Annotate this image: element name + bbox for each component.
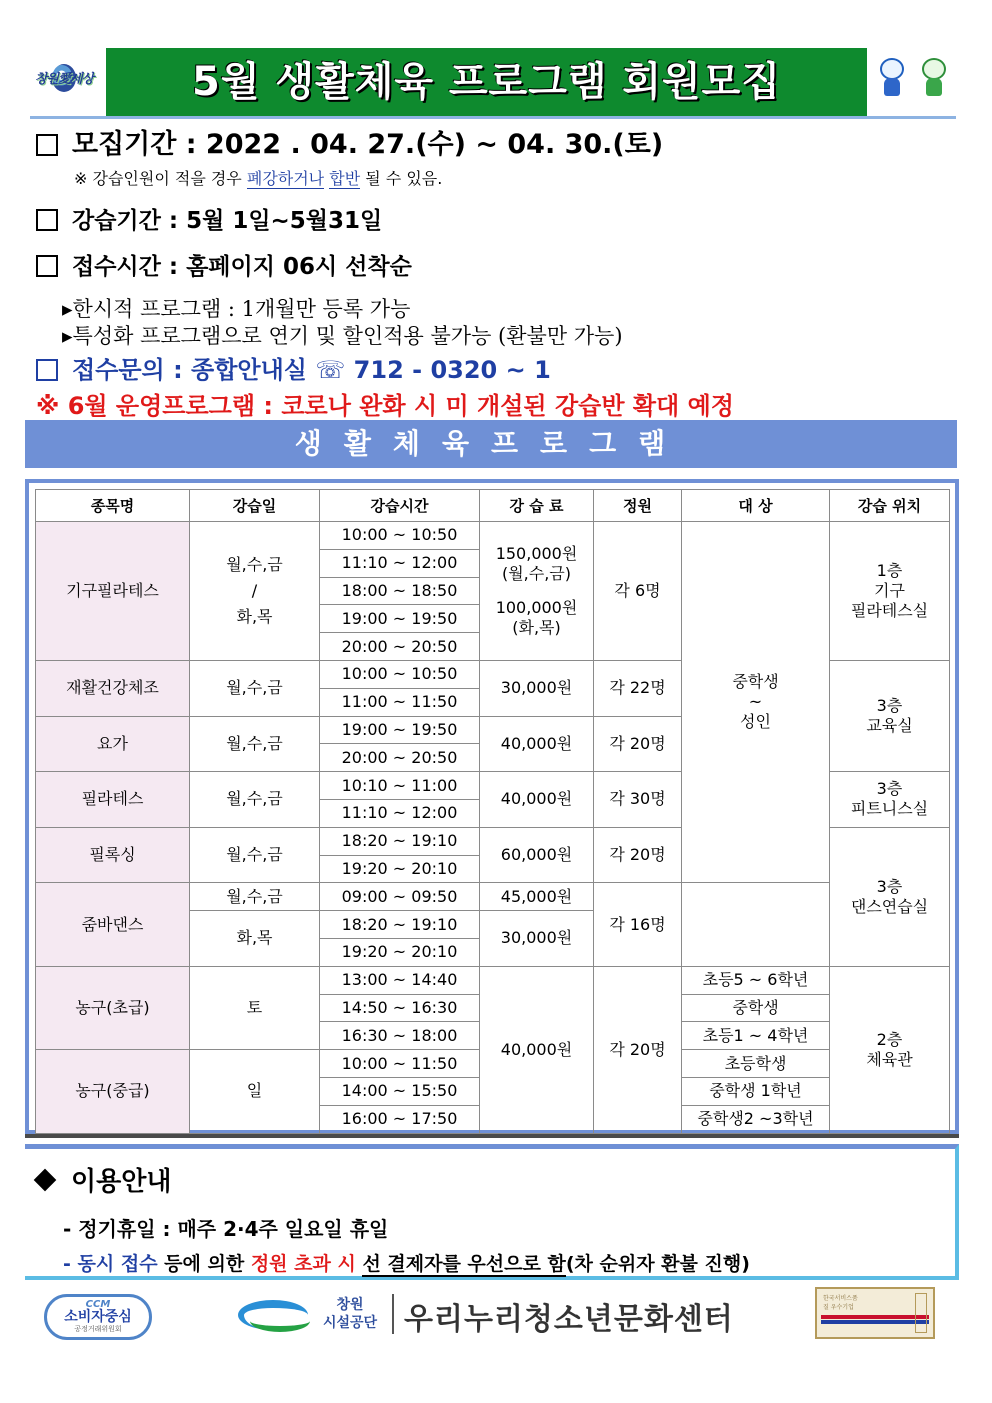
table-row: [36, 883, 950, 911]
program-fee: 45,000원: [480, 883, 594, 911]
target-line-1: 중학생: [732, 672, 779, 692]
program-name: 요가: [36, 716, 190, 772]
program-time: 20:00 ~ 20:50: [320, 633, 480, 661]
days-b: 화,목: [236, 606, 273, 626]
program-time: 11:10 ~ 12:00: [320, 799, 480, 827]
header-divider: [30, 116, 956, 119]
city-logo-text: 창원愛세상: [34, 72, 94, 87]
header-cell: 강습시간: [320, 490, 480, 522]
days-a: 월,수,금: [226, 554, 283, 574]
days-separator: /: [251, 580, 258, 600]
location-floor: 3층: [876, 696, 903, 716]
program-target: 중학생: [682, 994, 830, 1022]
header-cell: 강습 위치: [830, 490, 950, 522]
program-capacity: 각 22명: [594, 660, 682, 716]
program-days: 월,수,금: [190, 772, 320, 828]
program-time: 19:00 ~ 19:50: [320, 716, 480, 744]
program-capacity: 각 16명: [594, 883, 682, 966]
program-capacity: 각 20명: [594, 827, 682, 883]
note-prefix: ※ 강습인원이 적을 경우: [74, 169, 247, 188]
program-time: 19:00 ~ 19:50: [320, 605, 480, 633]
location-name: 댄스연습실: [850, 896, 929, 916]
program-days: 화,목: [190, 911, 320, 967]
program-fee: 40,000원: [480, 772, 594, 828]
program-name: 필록싱: [36, 827, 190, 883]
ccm-logo: [44, 1294, 152, 1340]
checkbox-icon: [36, 359, 58, 381]
org-name: [318, 1296, 382, 1332]
program-time: 11:10 ~ 12:00: [320, 549, 480, 577]
program-location: [830, 966, 950, 1133]
guide-priority: [63, 1249, 750, 1276]
program-days: 일: [190, 1050, 320, 1133]
program-time: 19:20 ~ 20:10: [320, 855, 480, 883]
bullet-temporary-program: ▸한시적 프로그램 : 1개월만 등록 가능: [62, 297, 411, 321]
changwon-facilities-logo-icon: [238, 1296, 318, 1336]
cert-stamp-icon: [915, 1293, 927, 1333]
note-suffix: 될 수 있음.: [360, 169, 443, 188]
program-time: 18:00 ~ 18:50: [320, 577, 480, 605]
program-table: [35, 489, 950, 1134]
program-target: 중학생2 ~3학년: [682, 1105, 830, 1133]
program-name: 농구(초급): [36, 966, 190, 1049]
program-capacity: 각 20명: [594, 966, 682, 1133]
program-time: 11:00 ~ 11:50: [320, 688, 480, 716]
cert-text: 한국서비스품질 우수기업: [823, 1295, 858, 1311]
ccm-mark: CCM: [85, 1299, 111, 1310]
location-floor: 3층: [876, 779, 903, 799]
program-time: 10:10 ~ 11:00: [320, 772, 480, 800]
table-header-row: [36, 490, 950, 522]
guide-simultaneous: 동시 접수: [77, 1253, 158, 1275]
header-cell: 강습일: [190, 490, 320, 522]
program-name: 줌바댄스: [36, 883, 190, 966]
program-time: 14:00 ~ 15:50: [320, 1077, 480, 1105]
program-days: 월,수,금: [190, 827, 320, 883]
note-cancel: 폐강하거나: [246, 169, 325, 188]
fee-b: 100,000원: [495, 597, 578, 617]
program-time: 16:00 ~ 17:50: [320, 1105, 480, 1133]
program-time: 10:00 ~ 10:50: [320, 522, 480, 550]
reception-time: [36, 248, 412, 281]
lesson-period-text: 강습기간 : 5월 1일~5월31일: [72, 208, 383, 234]
location-floor: 2층: [876, 1029, 903, 1049]
guide-mid: 등에 의한: [157, 1253, 251, 1275]
guide-over-capacity: 정원 초과 시: [250, 1253, 356, 1275]
reception-time-text: 접수시간 : 홈페이지 06시 선착순: [72, 254, 412, 280]
program-time: 16:30 ~ 18:00: [320, 1022, 480, 1050]
fee-a: 150,000원: [495, 543, 578, 563]
page-title: 5월 생활체육 프로그램 회원모집: [106, 48, 867, 116]
program-time: 18:20 ~ 19:10: [320, 911, 480, 939]
section-banner: 생활체육프로그램: [25, 420, 957, 468]
header-cell: 정원: [594, 490, 682, 522]
program-time: 09:00 ~ 09:50: [320, 883, 480, 911]
program-days: 토: [190, 966, 320, 1049]
guide-title-text: 이용안내: [71, 1167, 172, 1197]
program-fee: 30,000원: [480, 660, 594, 716]
program-capacity: 각 6명: [594, 522, 682, 661]
program-time: 10:00 ~ 11:50: [320, 1050, 480, 1078]
program-days: 월,수,금: [190, 660, 320, 716]
mascot-characters: [873, 54, 957, 104]
cancellation-note: [74, 166, 442, 189]
guide-holiday: - 정기휴일 : 매주 2·4주 일요일 휴일: [63, 1217, 389, 1241]
table-row: [36, 522, 950, 550]
program-target: 중학생 1학년: [682, 1077, 830, 1105]
mascot-green-icon: [917, 58, 951, 100]
program-fee: [480, 522, 594, 661]
program-time: 19:20 ~ 20:10: [320, 938, 480, 966]
inquiry-text: 접수문의 : 종합안내실 ☏ 712 - 0320 ~ 1: [72, 356, 551, 384]
target-line-2: ~: [748, 692, 763, 712]
checkbox-icon: [36, 255, 58, 277]
program-time: 20:00 ~ 20:50: [320, 744, 480, 772]
location-name: 교육실: [866, 716, 913, 736]
location-name: 필라테스실: [850, 600, 929, 620]
footer-divider: [392, 1294, 394, 1334]
bullet-special-program: ▸특성화 프로그램으로 연기 및 할인적용 불가능 (환불만 가능): [62, 324, 623, 348]
header-cell: 종목명: [36, 490, 190, 522]
center-name: 우리누리청소년문화센터: [404, 1302, 734, 1337]
program-table-frame: [25, 479, 959, 1134]
fee-a-days: (월,수,금): [501, 563, 572, 583]
header: [0, 40, 992, 124]
program-target: 초등1 ~ 4학년: [682, 1022, 830, 1050]
program-fee: 40,000원: [480, 716, 594, 772]
program-fee: 40,000원: [480, 966, 594, 1133]
program-capacity: 각 30명: [594, 772, 682, 828]
location-name: 기구: [874, 580, 905, 600]
diamond-bullet-icon: [34, 1169, 57, 1192]
recruit-period-text: 모집기간 : 2022 . 04. 27.(수) ~ 04. 30.(토): [72, 129, 664, 160]
fee-b-days: (화,목): [512, 617, 561, 637]
program-target: 초등학생: [682, 1050, 830, 1078]
header-cell: 대 상: [682, 490, 830, 522]
program-name: 필라테스: [36, 772, 190, 828]
header-cell: 강 습 료: [480, 490, 594, 522]
ccm-name: 소비자중심: [64, 1309, 132, 1325]
checkbox-icon: [36, 209, 58, 231]
table-row: [36, 966, 950, 994]
location-name: 피트니스실: [850, 799, 929, 819]
guide-refund: (차 순위자 환불 진행): [565, 1253, 750, 1275]
program-time: 18:20 ~ 19:10: [320, 827, 480, 855]
program-target: [682, 522, 830, 883]
program-fee: 30,000원: [480, 911, 594, 967]
target-line-3: 성인: [740, 712, 771, 732]
program-location: [830, 772, 950, 828]
org-name-line-1: 창원: [336, 1297, 364, 1313]
ccm-sub: 공정거래위원회: [74, 1325, 122, 1333]
program-days: 월,수,금: [190, 883, 320, 911]
program-days: [190, 522, 320, 661]
lesson-period: [36, 202, 382, 235]
program-days: 월,수,금: [190, 716, 320, 772]
program-time: 13:00 ~ 14:40: [320, 966, 480, 994]
program-name: 기구필라테스: [36, 522, 190, 661]
program-name: 재활건강체조: [36, 660, 190, 716]
note-merge: 합반: [329, 169, 361, 188]
mascot-blue-icon: [875, 58, 909, 100]
inquiry-line: [36, 350, 551, 385]
checkbox-icon: [36, 134, 58, 156]
changwon-city-logo: [30, 54, 98, 104]
location-name: 체육관: [866, 1049, 913, 1069]
program-time: 10:00 ~ 10:50: [320, 660, 480, 688]
guide-title: [37, 1161, 171, 1198]
program-location: [830, 827, 950, 966]
location-floor: 1층: [876, 560, 903, 580]
program-name: 농구(중급): [36, 1050, 190, 1133]
service-quality-certificate: [815, 1287, 935, 1339]
program-fee: 60,000원: [480, 827, 594, 883]
june-notice: ※ 6월 운영프로그램 : 코로나 완화 시 미 개설된 강습반 확대 예정: [36, 392, 734, 420]
program-time: 14:50 ~ 16:30: [320, 994, 480, 1022]
usage-guide: [25, 1144, 959, 1280]
location-floor: 3층: [876, 876, 903, 896]
program-location: [830, 522, 950, 661]
program-capacity: 각 20명: [594, 716, 682, 772]
program-location: [830, 660, 950, 771]
recruit-period: [36, 122, 663, 161]
guide-dash: -: [63, 1253, 78, 1275]
program-target: 초등5 ~ 6학년: [682, 966, 830, 994]
org-name-line-2: 시설공단: [322, 1315, 378, 1331]
guide-prepaid-priority: 선 결제자를 우선으로 함: [362, 1253, 566, 1275]
